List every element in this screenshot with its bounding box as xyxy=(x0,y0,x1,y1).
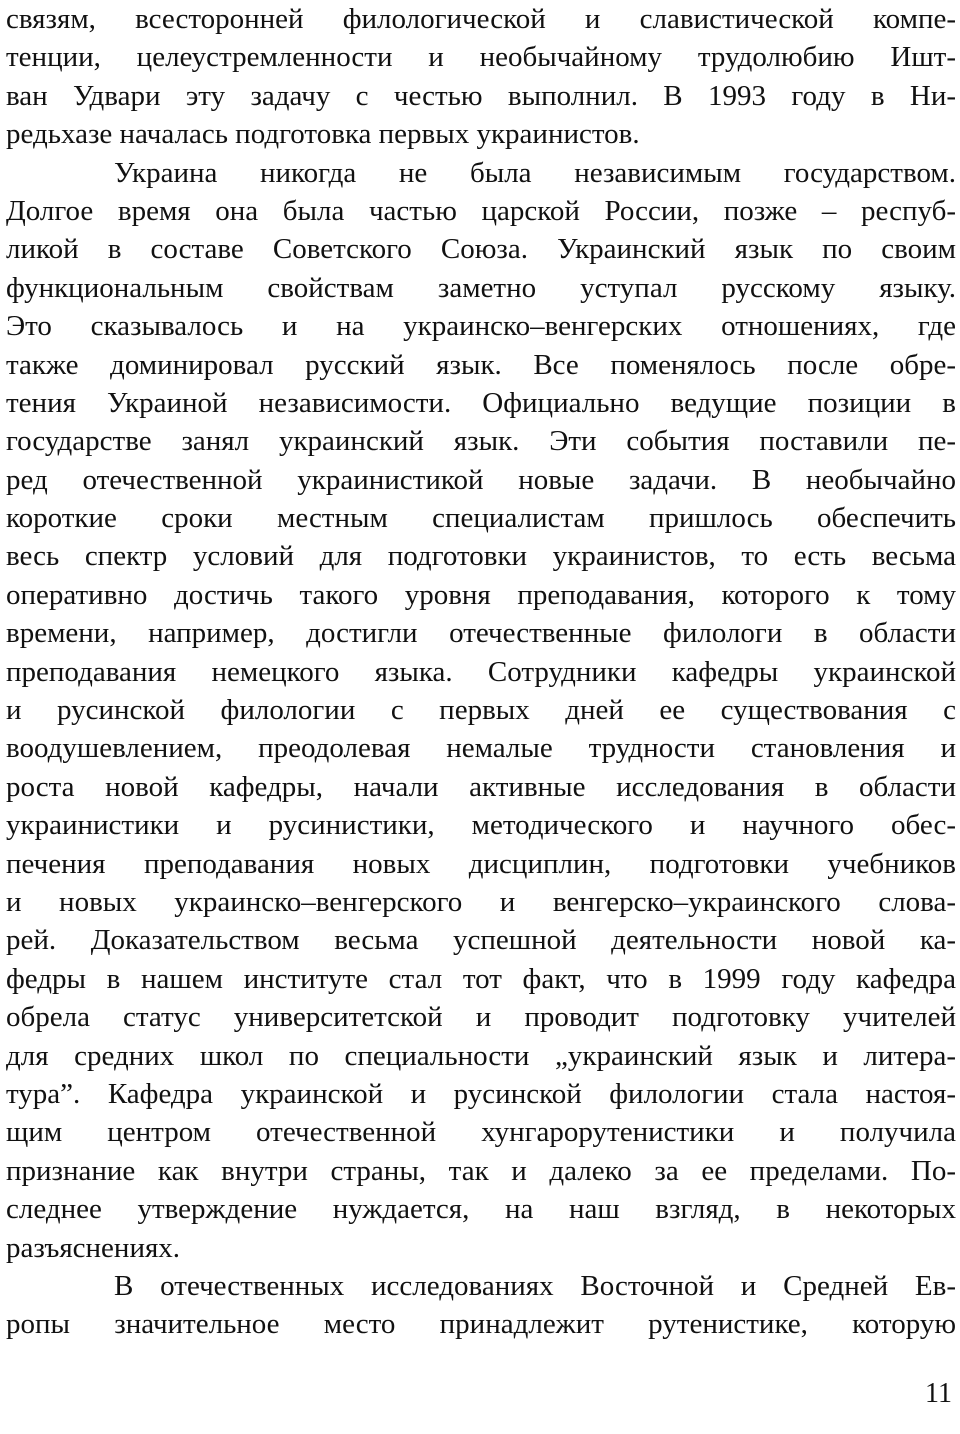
text-line: Украина никогда не была независимым государством. xyxy=(114,156,956,189)
page-number: 11 xyxy=(925,1378,952,1409)
text-line: Долгое время она была частью царской России, позже – респуб- xyxy=(6,194,956,227)
text-line: связям, всесторонней филологической и славистической компе- xyxy=(6,3,956,35)
text-line: разъяснениях. xyxy=(6,1231,181,1264)
text-line: времени, например, достигли отечественные филологи в области xyxy=(6,617,956,650)
text-line: ликой в составе Советского Союза. Украинский язык по своим xyxy=(6,233,956,266)
text-line: и новых украинско–венгерского и венгерско–украинского слова- xyxy=(6,885,956,918)
text-line: также доминировал русский язык. Все поменялось после обре- xyxy=(6,348,956,381)
text-line: ван Удвари эту задачу с честью выполнил. В 1993 году в Ни- xyxy=(6,79,956,112)
text-line: печения преподавания новых дисциплин, подготовки учебников xyxy=(6,847,956,880)
text-line: Это сказывалось и на украинско–венгерских отношениях, где xyxy=(6,310,956,343)
text-line: обрела статус университетской и проводит подготовку учителей xyxy=(6,1001,956,1034)
text-line: В отечественных исследованиях Восточной и Средней Ев- xyxy=(114,1269,956,1302)
text-line: преподавания немецкого языка. Сотрудники кафедры украинской xyxy=(6,655,956,688)
text-line: государстве занял украинский язык. Эти события поставили пе- xyxy=(6,425,956,458)
text-line: щим центром отечественной хунгарорутенистики и получила xyxy=(6,1116,956,1149)
text-line: для средних школ по специальности „украинский язык и литера- xyxy=(6,1039,956,1072)
text-line: оперативно достичь такого уровня преподавания, которого к тому xyxy=(6,578,956,611)
text-line: ред отечественной украинистикой новые задачи. В необычайно xyxy=(6,463,956,496)
text-line: ропы значительное место принадлежит рутенистике, которую xyxy=(6,1308,956,1341)
text-line: и русинской филологии с первых дней ее существования с xyxy=(6,694,956,727)
text-line: тенции, целеустремленности и необычайному трудолюбию Ишт- xyxy=(6,41,956,74)
text-line: воодушевлением, преодолевая немалые трудности становления и xyxy=(6,732,956,765)
text-line: роста новой кафедры, начали активные исследования в области xyxy=(6,770,956,803)
text-line: тура”. Кафедра украинской и русинской филологии стала настоя- xyxy=(6,1077,956,1110)
text-line: весь спектр условий для подготовки украинистов, то есть весьма xyxy=(6,540,956,573)
text-line: короткие сроки местным специалистам пришлось обеспечить xyxy=(6,502,956,535)
text-line: функциональным свойствам заметно уступал русскому языку. xyxy=(6,271,956,304)
text-line: редьхазе началась подготовка первых украинистов. xyxy=(6,118,640,151)
text-line: тения Украиной независимости. Официально ведущие позиции в xyxy=(6,386,956,419)
text-line: федры в нашем институте стал тот факт, что в 1999 году кафедра xyxy=(6,962,956,995)
text-line: следнее утверждение нуждается, на наш взгляд, в некоторых xyxy=(6,1193,956,1226)
text-line: рей. Доказательством весьма успешной деятельности новой ка- xyxy=(6,924,956,957)
body-text xyxy=(6,0,956,1344)
text-line: признание как внутри страны, так и далеко за ее пределами. По- xyxy=(6,1154,956,1187)
text-line: украинистики и русинистики, методического и научного обес- xyxy=(6,809,956,842)
